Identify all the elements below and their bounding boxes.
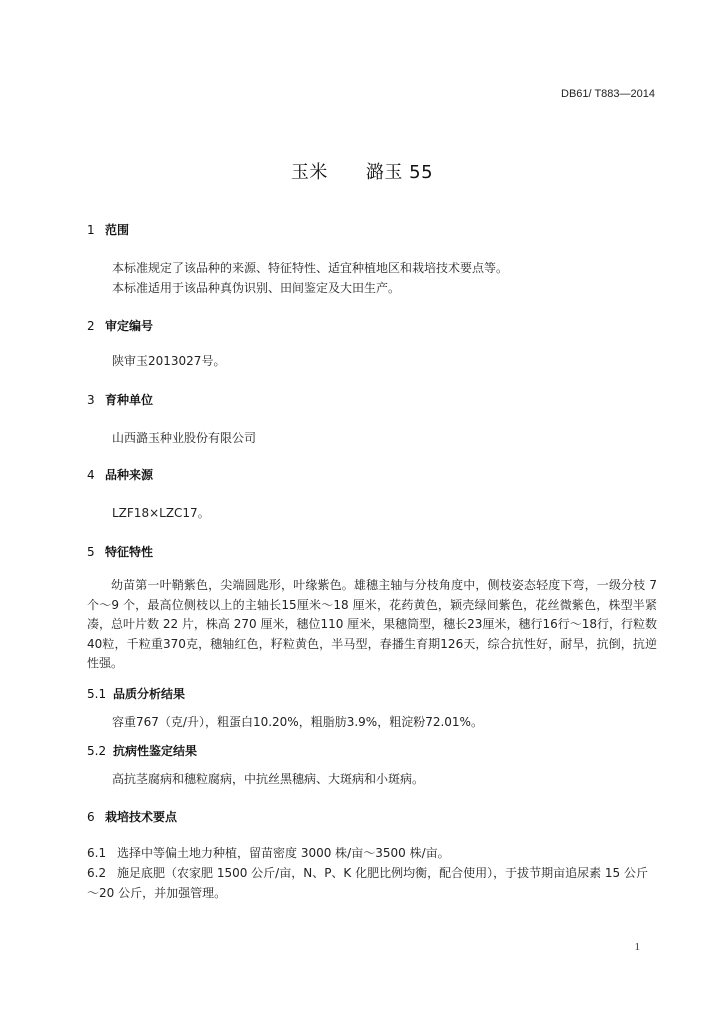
section-title: 特征特性 (105, 545, 154, 559)
characteristics-paragraph: 幼苗第一叶鞘紫色，尖端圆匙形，叶缘紫色。雄穗主轴与分枝角度中，侧枝姿态轻度下弯，一级分枝 7个～9 个，最高位侧枝以上的主轴长15厘米～18 厘米，花药黄色，颖壳绿间紫色，花丝微紫色，株型半紧凑，总叶片数 22 片，株高 270 厘米，穗位110 厘米，果穗筒型，穗长23厘米，穗行16行～18行，行粒数40粒，千粒重370克，穗轴红色，籽粒黄色，半马型，春播生育期126天，综合抗性好，耐旱，抗倒，抗逆性强。 (87, 578, 657, 670)
page-number: 1 (634, 941, 640, 953)
section-title: 品种来源 (105, 468, 154, 482)
section-title: 栽培技术要点 (105, 810, 178, 824)
document-title (0, 158, 724, 184)
section-heading-3 (87, 391, 153, 408)
quality-analysis: 容重767（克/升），粗蛋白10.20%，粗脂肪3.9%，粗淀粉72.01%。 (112, 715, 483, 729)
section-title: 审定编号 (105, 319, 154, 333)
section-number: 5.1 (87, 687, 107, 701)
section-number: 5.2 (87, 744, 107, 758)
section-heading-5 (87, 543, 153, 560)
section-heading-4 (87, 466, 153, 483)
section-number: 3 (87, 393, 95, 407)
section-heading-2 (87, 317, 153, 334)
section-title: 育种单位 (105, 393, 154, 407)
section-heading-5-2 (87, 742, 197, 759)
section-number: 2 (87, 319, 95, 333)
clause-text: 选择中等偏土地力种植，留苗密度 3000 株/亩～3500 株/亩。 (117, 846, 450, 860)
clause-number: 6.2 (87, 866, 107, 880)
standard-code: DB61/ T883—2014 (561, 88, 655, 100)
clause-number: 6.1 (87, 846, 107, 860)
section-number: 4 (87, 468, 95, 482)
section-number: 5 (87, 545, 95, 559)
scope-line-2: 本标准适用于该品种真伪识别、田间鉴定及大田生产。 (112, 281, 401, 295)
clause-6-1 (87, 844, 657, 864)
clause-6-2 (87, 864, 657, 903)
section-title: 范围 (105, 223, 130, 237)
disease-resistance: 高抗茎腐病和穗粒腐病，中抗丝黑穗病、大斑病和小斑病。 (112, 772, 425, 786)
section-number: 6 (87, 810, 95, 824)
section-title: 抗病性鉴定结果 (113, 744, 198, 758)
title-crop: 玉米 (290, 162, 328, 183)
section-heading-5-1 (87, 685, 185, 702)
section-heading-1 (87, 221, 129, 238)
title-variety: 潞玉 55 (365, 162, 434, 183)
approval-number: 陕审玉2013027号。 (112, 354, 226, 368)
scope-line-1: 本标准规定了该品种的来源、特征特性、适宜种植地区和栽培技术要点等。 (112, 261, 509, 275)
section-number: 1 (87, 223, 95, 237)
breeding-unit: 山西潞玉种业股份有限公司 (112, 431, 257, 445)
section-heading-6 (87, 808, 177, 825)
section-title: 品质分析结果 (113, 687, 186, 701)
variety-source: LZF18×LZC17。 (112, 506, 210, 520)
clause-text: 施足底肥（农家肥 1500 公斤/亩，N、P、K 化肥比例均衡，配合使用），于拔节期亩追尿素 15 公斤～20 公斤，并加强管理。 (87, 866, 649, 900)
